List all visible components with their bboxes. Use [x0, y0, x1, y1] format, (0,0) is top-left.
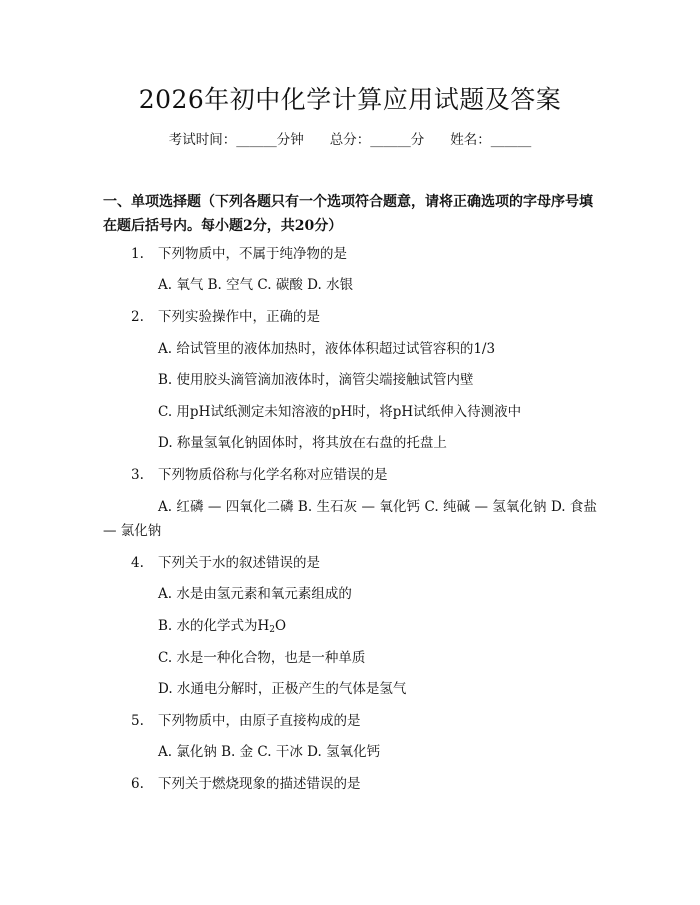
question-5-options: A. 氯化钠 B. 金 C. 干冰 D. 氢氧化钙 — [158, 744, 381, 760]
question-stem: 下列关于水的叙述错误的是 — [158, 555, 320, 571]
question-number: 3. — [131, 467, 144, 483]
question-4-option-a: A. 水是由氢元素和氧元素组成的 — [158, 586, 352, 602]
question-number: 5. — [131, 713, 144, 729]
question-stem: 下列关于燃烧现象的描述错误的是 — [158, 776, 361, 792]
question-4 — [131, 553, 601, 573]
question-2-option-c: C. 用pH试纸测定未知溶液的pH时，将pH试纸伸入待测液中 — [158, 404, 522, 420]
page-title: 2026年初中化学计算应用试题及答案 — [138, 85, 562, 114]
question-stem: 下列实验操作中，正确的是 — [158, 309, 320, 325]
question-3-options: A. 红磷 — 四氧化二磷 B. 生石灰 — 氧化钙 C. 纯碱 — 氢氧化钠 D. 食盐 — 氯化钠 — [103, 499, 597, 539]
question-2 — [131, 307, 601, 327]
question-stem: 下列物质俗称与化学名称对应错误的是 — [158, 467, 388, 483]
question-3 — [131, 465, 601, 485]
student-name-field: 姓名：______ — [450, 132, 532, 148]
question-1-options: A. 氧气 B. 空气 C. 碳酸 D. 水银 — [158, 277, 354, 293]
total-score-field: 总分：______分 — [329, 132, 425, 148]
question-4-option-c: C. 水是一种化合物，也是一种单质 — [158, 650, 366, 666]
exam-time-field: 考试时间：______分钟 — [168, 132, 304, 148]
question-2-option-b: B. 使用胶头滴管滴加液体时，滴管尖端接触试管内壁 — [158, 372, 474, 388]
option-text: B. 水的化学式为H — [158, 618, 270, 634]
question-stem: 下列物质中，不属于纯净物的是 — [158, 246, 347, 262]
formula-tail: O — [275, 618, 287, 634]
question-4-option-b — [158, 616, 603, 636]
question-number: 4. — [131, 555, 144, 571]
question-6 — [131, 774, 601, 794]
question-4-option-d: D. 水通电分解时，正极产生的气体是氢气 — [158, 681, 407, 697]
question-number: 2. — [131, 309, 144, 325]
question-stem: 下列物质中，由原子直接构成的是 — [158, 713, 361, 729]
question-2-option-a: A. 给试管里的液体加热时，液体体积超过试管容积的1/3 — [158, 341, 496, 357]
exam-info — [0, 130, 700, 150]
question-5 — [131, 711, 601, 731]
formula-subscript: 2 — [269, 625, 276, 635]
question-1 — [131, 244, 601, 264]
section-heading: 一、单项选择题（下列各题只有一个选项符合题意，请将正确选项的字母序号填在题后括号内。每小题2分，共20分） — [103, 194, 593, 234]
question-number: 1. — [131, 246, 144, 262]
question-number: 6. — [131, 776, 144, 792]
question-2-option-d: D. 称量氢氧化钠固体时，将其放在右盘的托盘上 — [158, 435, 447, 451]
